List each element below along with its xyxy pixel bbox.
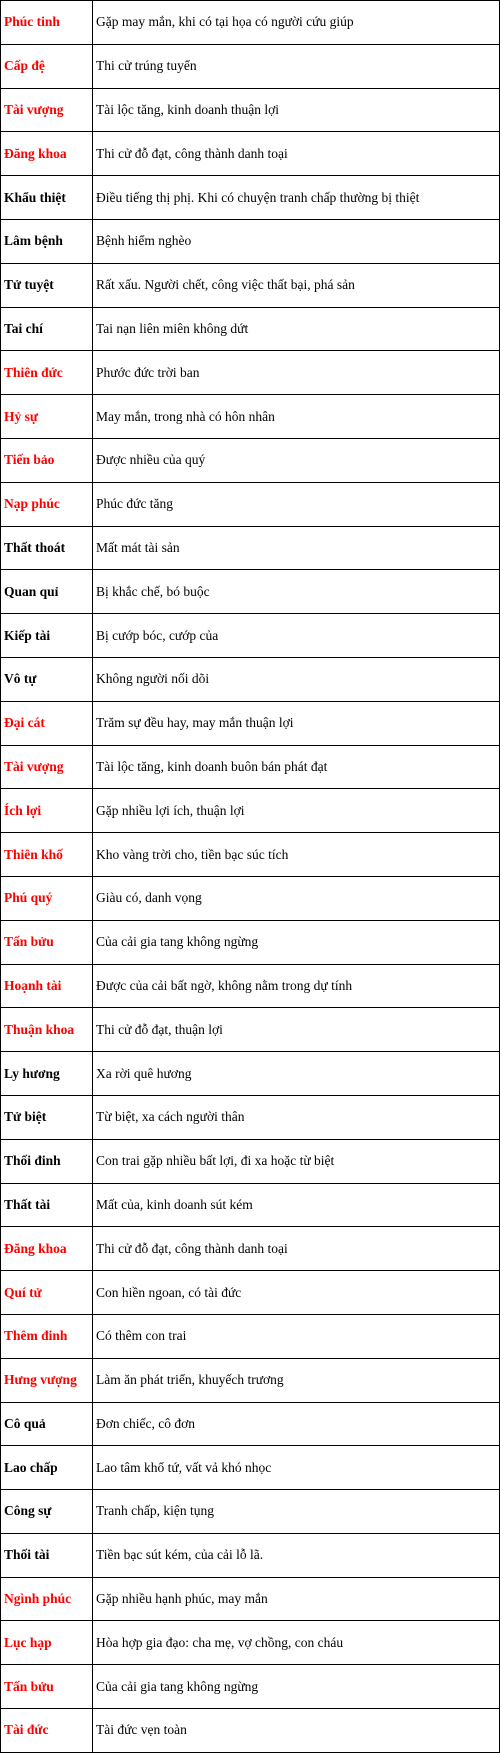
term-cell: Đăng khoa [1,132,93,176]
table-row [1,526,500,570]
table-row [1,1490,500,1534]
description-cell: Từ biệt, xa cách người thân [93,1095,500,1139]
description-cell: Giàu có, danh vọng [93,876,500,920]
description-cell: Không người nối dõi [93,657,500,701]
term-cell: Thiên khố [1,833,93,877]
description-cell: May mắn, trong nhà có hôn nhân [93,395,500,439]
description-cell: Tai nạn liên miên không dứt [93,307,500,351]
table-row [1,789,500,833]
description-cell: Thi cử đỗ đạt, công thành danh toại [93,1227,500,1271]
term-cell: Đăng khoa [1,1227,93,1271]
description-cell: Được nhiều của quý [93,438,500,482]
description-cell: Tài đức vẹn toàn [93,1709,500,1753]
table-row [1,1709,500,1753]
description-cell: Lao tâm khổ tứ, vất vả khó nhọc [93,1446,500,1490]
description-cell: Hòa hợp gia đạo: cha mẹ, vợ chồng, con cháu [93,1621,500,1665]
term-cell: Tài vượng [1,745,93,789]
table-row [1,219,500,263]
term-cell: Tấn bửu [1,920,93,964]
table-row [1,1052,500,1096]
term-cell: Khẩu thiệt [1,176,93,220]
description-cell: Mất của, kinh doanh sút kém [93,1183,500,1227]
table-row [1,263,500,307]
table-row [1,1183,500,1227]
term-cell: Thất thoát [1,526,93,570]
description-cell: Mất mát tài sản [93,526,500,570]
term-cell: Hoạnh tài [1,964,93,1008]
term-cell: Cô quả [1,1402,93,1446]
description-cell: Gặp nhiều hạnh phúc, may mắn [93,1577,500,1621]
description-cell: Được của cải bất ngờ, không nằm trong dự tính [93,964,500,1008]
description-cell: Có thêm con trai [93,1314,500,1358]
term-cell: Vô tự [1,657,93,701]
table-row [1,307,500,351]
term-cell: Thất tài [1,1183,93,1227]
table-row [1,1621,500,1665]
term-cell: Công sự [1,1490,93,1534]
description-cell: Đơn chiếc, cô đơn [93,1402,500,1446]
term-cell: Thối tài [1,1533,93,1577]
description-cell: Của cải gia tang không ngừng [93,920,500,964]
term-cell: Thêm đinh [1,1314,93,1358]
table-row [1,88,500,132]
term-cell: Nạp phúc [1,482,93,526]
description-cell: Tài lộc tăng, kinh doanh thuận lợi [93,88,500,132]
table-row [1,833,500,877]
table-row [1,614,500,658]
description-cell: Bệnh hiểm nghèo [93,219,500,263]
table-row [1,964,500,1008]
table-row [1,1533,500,1577]
table-row [1,1358,500,1402]
term-cell: Ngình phúc [1,1577,93,1621]
description-cell: Kho vàng trời cho, tiền bạc súc tích [93,833,500,877]
term-cell: Tấn bửu [1,1665,93,1709]
term-cell: Tử tuyệt [1,263,93,307]
term-cell: Lục hạp [1,1621,93,1665]
description-cell: Phước đức trời ban [93,351,500,395]
table-row [1,351,500,395]
table-row [1,920,500,964]
description-cell: Bị cướp bóc, cướp của [93,614,500,658]
table-row [1,1577,500,1621]
table-row [1,44,500,88]
table-row [1,1139,500,1183]
table-row [1,1,500,45]
description-cell: Thi cử đỗ đạt, thuận lợi [93,1008,500,1052]
description-cell: Làm ăn phát triển, khuyếch trương [93,1358,500,1402]
description-cell: Tài lộc tăng, kinh doanh buôn bán phát đạt [93,745,500,789]
description-cell: Gặp may mắn, khi có tại họa có người cứu giúp [93,1,500,45]
table-row [1,1314,500,1358]
table-row [1,701,500,745]
term-cell: Thối đinh [1,1139,93,1183]
table-row [1,657,500,701]
table-row [1,1446,500,1490]
table-body [1,1,500,1753]
term-cell: Ly hương [1,1052,93,1096]
table-row [1,1665,500,1709]
description-cell: Tranh chấp, kiện tụng [93,1490,500,1534]
description-cell: Phúc đức tăng [93,482,500,526]
table-row [1,1008,500,1052]
description-cell: Thi cử đỗ đạt, công thành danh toại [93,132,500,176]
term-cell: Phú quý [1,876,93,920]
table-row [1,395,500,439]
term-cell: Tiến bảo [1,438,93,482]
term-cell: Tai chí [1,307,93,351]
description-cell: Của cải gia tang không ngừng [93,1665,500,1709]
table-row [1,482,500,526]
description-cell: Trăm sự đều hay, may mắn thuận lợi [93,701,500,745]
description-cell: Tiền bạc sút kém, của cải lỗ lã. [93,1533,500,1577]
term-cell: Quí tử [1,1271,93,1315]
description-cell: Con trai gặp nhiều bất lợi, đi xa hoặc từ biệt [93,1139,500,1183]
term-cell: Thiên đức [1,351,93,395]
term-cell: Lâm bệnh [1,219,93,263]
table-row [1,438,500,482]
term-cell: Kiếp tài [1,614,93,658]
table-row [1,1095,500,1139]
table-row [1,132,500,176]
description-cell: Điều tiếng thị phị. Khi có chuyện tranh chấp thường bị thiệt [93,176,500,220]
term-cell: Phúc tinh [1,1,93,45]
table-row [1,176,500,220]
term-cell: Lao chấp [1,1446,93,1490]
table-row [1,745,500,789]
table-row [1,876,500,920]
term-cell: Đại cát [1,701,93,745]
table-row [1,1271,500,1315]
description-cell: Gặp nhiều lợi ích, thuận lợi [93,789,500,833]
term-cell: Tài đức [1,1709,93,1753]
term-cell: Hỷ sự [1,395,93,439]
description-cell: Rất xấu. Người chết, công việc thất bại, phá sản [93,263,500,307]
description-cell: Bị khắc chế, bó buộc [93,570,500,614]
term-cell: Tài vượng [1,88,93,132]
term-cell: Ích lợi [1,789,93,833]
table-row [1,570,500,614]
term-cell: Thuận khoa [1,1008,93,1052]
term-cell: Hưng vượng [1,1358,93,1402]
table-row [1,1227,500,1271]
table-row [1,1402,500,1446]
term-cell: Cấp đệ [1,44,93,88]
description-cell: Xa rời quê hương [93,1052,500,1096]
description-cell: Con hiền ngoan, có tài đức [93,1271,500,1315]
term-cell: Quan quỉ [1,570,93,614]
term-cell: Tử biệt [1,1095,93,1139]
description-cell: Thi cử trúng tuyển [93,44,500,88]
